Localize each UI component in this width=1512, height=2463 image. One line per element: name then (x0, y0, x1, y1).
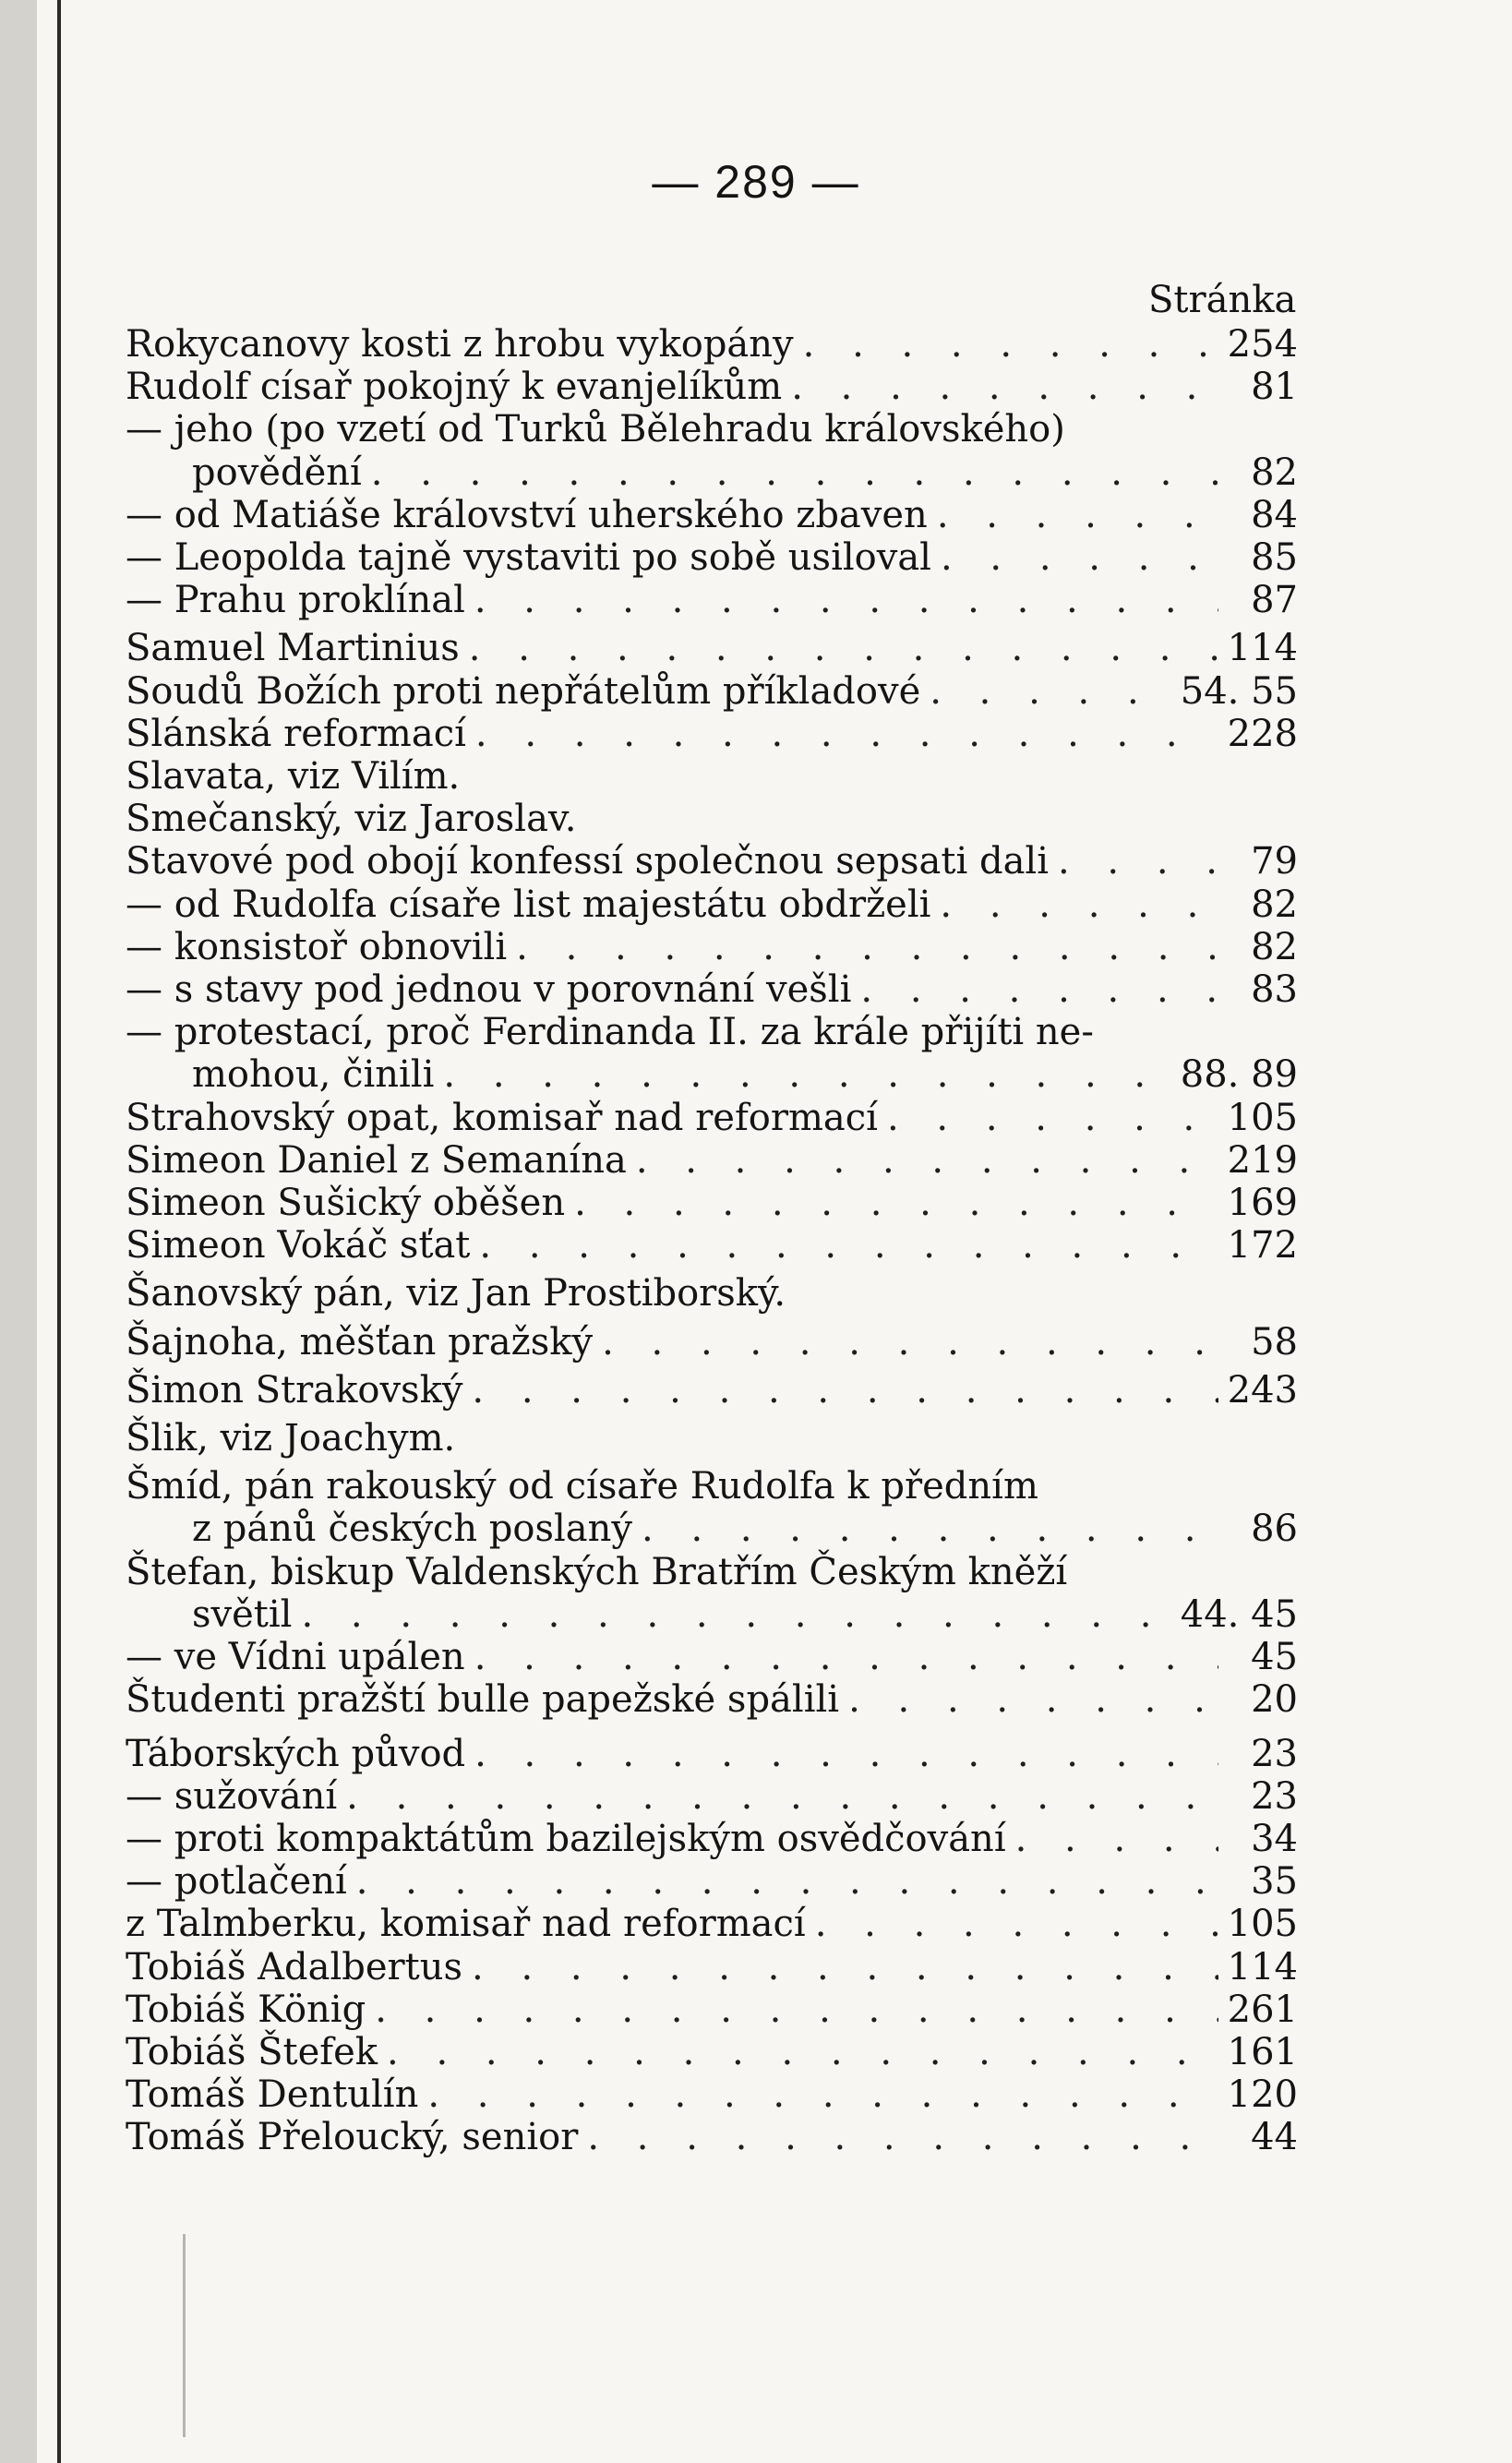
entry-page-ref: 86 (1251, 1508, 1298, 1551)
index-entry (126, 1988, 1298, 2031)
entry-page-ref: 261 (1227, 1988, 1298, 2031)
entry-text: světil (192, 1592, 293, 1636)
entry-text: Smečanský, viz Jaroslav. (126, 798, 577, 841)
dot-leader (851, 968, 1218, 1011)
index-entry-line (126, 1903, 1298, 1945)
index-entry (126, 1465, 1298, 1550)
index-entry (126, 2116, 1298, 2158)
index-entry (126, 840, 1298, 883)
entry-text: — od Rudolfa císaře list majestátu obdrželi (126, 883, 931, 926)
dot-leader (794, 323, 1218, 366)
dot-leader (1049, 840, 1218, 883)
entry-page-ref: 172 (1227, 1224, 1298, 1268)
index-entry-line (126, 1097, 1298, 1139)
entry-page-ref: 254 (1227, 323, 1298, 366)
entry-text: z pánů českých poslaný (192, 1508, 633, 1551)
index-entry (126, 713, 1298, 755)
index-entry-line (126, 1272, 1298, 1315)
entry-text: Šajnoha, měšťan pražský (126, 1320, 594, 1364)
dot-leader (460, 627, 1218, 669)
index-entry-line (126, 408, 1298, 451)
index-entry (126, 1818, 1298, 1860)
index-entry (126, 670, 1298, 713)
index-entry-line (126, 1011, 1298, 1053)
entry-page-ref: 44 (1251, 2116, 1298, 2159)
index-entry (126, 1551, 1298, 1636)
index-entry-line (126, 840, 1298, 883)
dot-leader (378, 2031, 1218, 2073)
dot-leader (362, 451, 1218, 494)
entry-page-ref: 34 (1251, 1817, 1298, 1860)
entry-page-ref: 82 (1251, 883, 1298, 926)
entry-text: — ve Vídni upálen (126, 1636, 465, 1679)
entry-page-ref: 82 (1251, 451, 1298, 494)
entry-page-ref: 120 (1227, 2073, 1298, 2117)
index-entry (126, 1321, 1298, 1364)
index-entry (126, 1678, 1298, 1721)
index-entry (126, 1182, 1298, 1224)
entry-page-ref: 88. 89 (1180, 1053, 1298, 1097)
entry-text: Tobiáš König (126, 1988, 366, 2031)
entry-text: Stavové pod obojí konfessí společnou sepsati dali (126, 840, 1049, 883)
entry-text: Samuel Martinius (126, 627, 460, 670)
entry-page-ref: 105 (1227, 1096, 1298, 1139)
entry-text: — proti kompaktátům bazilejským osvědčování (126, 1817, 1006, 1860)
entry-text: — od Matiáše království uherského zbaven (126, 493, 928, 536)
dot-leader (920, 670, 1175, 713)
index-entry (126, 1903, 1298, 1945)
dot-leader (806, 1903, 1218, 1945)
dot-leader (782, 366, 1218, 408)
dot-leader (1006, 1818, 1218, 1860)
dot-leader (465, 579, 1218, 621)
entry-text: Šimon Strakovský (126, 1368, 463, 1412)
entry-page-ref: 84 (1251, 493, 1298, 536)
dot-leader (465, 1636, 1218, 1678)
dot-leader (462, 1946, 1218, 1988)
index-entry (126, 536, 1298, 579)
index-entry-line (126, 1775, 1298, 1818)
index-entry (126, 1224, 1298, 1267)
entry-text: Strahovský opat, komisař nad reformací (126, 1096, 878, 1139)
dot-leader (470, 1224, 1218, 1267)
dot-leader (465, 1733, 1218, 1775)
entry-text: — Leopolda tajně vystaviti po sobě usiloval (126, 536, 931, 580)
index-entry (126, 968, 1298, 1011)
index-entry-line (126, 713, 1298, 755)
entry-text: — potlačení (126, 1860, 347, 1904)
entry-page-ref: 23 (1251, 1732, 1298, 1775)
entry-text: Šanovský pán, viz Jan Prostiborský. (126, 1272, 786, 1316)
entry-text: Slánská reformací (126, 712, 466, 755)
entry-page-ref: 44. 45 (1180, 1592, 1298, 1636)
entry-page-ref: 23 (1251, 1774, 1298, 1818)
index-entry (126, 1417, 1298, 1460)
entry-text: — s stavy pod jednou v porovnání vešli (126, 968, 852, 1012)
entry-text: Tomáš Přeloucký, senior (126, 2116, 579, 2159)
page-edge-line (57, 0, 61, 2463)
dot-leader (878, 1097, 1218, 1139)
margin-mark (183, 2234, 186, 2437)
entry-page-ref: 54. 55 (1180, 669, 1298, 713)
entry-text: mohou, činili (192, 1053, 435, 1097)
entry-text: Slavata, viz Vilím. (126, 755, 461, 799)
index-entry (126, 1775, 1298, 1818)
entry-text: Táborských původ (126, 1732, 466, 1775)
index-entry-line (126, 1139, 1298, 1182)
index-entry-line (126, 1182, 1298, 1224)
entry-text: Štefan, biskup Valdenských Bratřím Českým kněží (126, 1550, 1068, 1593)
entry-text: Študenti pražští bulle papežské spálili (126, 1678, 840, 1722)
entry-page-ref: 169 (1227, 1182, 1298, 1225)
entry-page-ref: 81 (1251, 366, 1298, 409)
index-entry-line (126, 670, 1298, 713)
dot-leader (578, 2116, 1218, 2158)
index-entry-line (126, 2116, 1298, 2158)
entry-page-ref: 83 (1251, 968, 1298, 1012)
index-entry (126, 323, 1298, 366)
index-entry-line (126, 451, 1298, 494)
dot-leader (565, 1182, 1218, 1224)
entry-page-ref: 35 (1251, 1860, 1298, 1904)
dot-leader (418, 2073, 1218, 2116)
dot-leader (931, 536, 1218, 579)
index-entry-line (126, 1551, 1298, 1593)
index-entry-line (126, 1417, 1298, 1460)
index-entry-line (126, 1508, 1298, 1550)
entry-page-ref: 82 (1251, 925, 1298, 968)
dot-leader (507, 926, 1218, 968)
index-entry-line (126, 1321, 1298, 1364)
index-entry-line (126, 1636, 1298, 1678)
entry-text: Šlik, viz Joachym. (126, 1417, 456, 1460)
index-entry-line (126, 968, 1298, 1011)
index-entry (126, 1860, 1298, 1903)
entry-page-ref: 114 (1227, 1945, 1298, 1988)
index-entry-line (126, 926, 1298, 968)
index-entry-line (126, 2073, 1298, 2116)
index-entry-line (126, 1733, 1298, 1775)
dot-leader (434, 1053, 1174, 1096)
index-entry-line (126, 1465, 1298, 1508)
entry-text: povědění (192, 451, 362, 494)
entry-text: — Prahu proklínal (126, 579, 465, 622)
index-entry-line (126, 1818, 1298, 1860)
entry-text: Tobiáš Adalbertus (126, 1945, 463, 1988)
dot-leader (366, 1988, 1218, 2031)
dot-leader (593, 1321, 1218, 1364)
index-entry-line (126, 1593, 1298, 1636)
page-column-header: Stránka (1148, 279, 1297, 321)
index-entry (126, 579, 1298, 621)
index-entry-line (126, 1369, 1298, 1412)
entry-text: — konsistoř obnovili (126, 925, 508, 968)
index-entry (126, 1636, 1298, 1678)
index-entry (126, 1011, 1298, 1096)
entry-page-ref: 228 (1227, 712, 1298, 755)
index-entry (126, 366, 1298, 408)
page-number: — 289 — (652, 156, 860, 208)
entry-text: Simeon Sušický oběšen (126, 1182, 566, 1225)
entry-text: Simeon Daniel z Semanína (126, 1138, 627, 1182)
index-entry (126, 755, 1298, 798)
entry-text: Soudů Božích proti nepřátelům příkladové (126, 669, 921, 713)
entry-text: Simeon Vokáč sťat (126, 1224, 471, 1268)
index-entry (126, 926, 1298, 968)
index-entry-line (126, 536, 1298, 579)
index-entry (126, 2073, 1298, 2116)
entry-text: Šmíd, pán rakouský od císaře Rudolfa k předním (126, 1465, 1038, 1508)
entry-text: — sužování (126, 1774, 338, 1818)
dot-leader (462, 1369, 1218, 1412)
index-entry (126, 627, 1298, 669)
index-entry-line (126, 323, 1298, 366)
entry-page-ref: 243 (1227, 1368, 1298, 1412)
entry-page-ref: 87 (1251, 579, 1298, 622)
entry-text: Rudolf císař pokojný k evanjelíkům (126, 366, 783, 409)
index-entry-line (126, 494, 1298, 536)
entry-text: Tomáš Dentulín (126, 2073, 419, 2117)
index-entry (126, 1139, 1298, 1182)
entry-page-ref: 58 (1251, 1320, 1298, 1364)
entry-page-ref: 45 (1251, 1636, 1298, 1679)
index-entry-line (126, 1053, 1298, 1096)
index-entry (126, 408, 1298, 493)
dot-leader (930, 883, 1218, 926)
dot-leader (928, 494, 1218, 536)
index-entry-list (126, 323, 1298, 2159)
index-entry-line (126, 2031, 1298, 2073)
entry-page-ref: 85 (1251, 536, 1298, 580)
dot-leader (466, 713, 1218, 755)
index-entry (126, 798, 1298, 840)
entry-text: Rokycanovy kosti z hrobu vykopány (126, 323, 794, 366)
index-entry (126, 1097, 1298, 1139)
dot-leader (347, 1860, 1218, 1903)
index-entry (126, 1946, 1298, 1988)
index-entry-line (126, 1678, 1298, 1721)
entry-text: z Talmberku, komisař nad reformací (126, 1903, 806, 1946)
entry-text: — protestací, proč Ferdinanda II. za krále přijíti ne- (126, 1011, 1094, 1054)
dot-leader (839, 1678, 1218, 1721)
entry-page-ref: 79 (1251, 840, 1298, 883)
index-entry-line (126, 627, 1298, 669)
index-entry-line (126, 366, 1298, 408)
dot-leader (632, 1508, 1218, 1550)
index-entry-line (126, 1224, 1298, 1267)
index-entry-line (126, 798, 1298, 840)
index-entry-line (126, 579, 1298, 621)
entry-page-ref: 114 (1227, 627, 1298, 670)
index-entry-line (126, 1860, 1298, 1903)
index-entry-line (126, 1946, 1298, 1988)
entry-text: — jeho (po vzetí od Turků Bělehradu královského) (126, 408, 1065, 451)
index-entry-line (126, 1988, 1298, 2031)
dot-leader (337, 1775, 1218, 1818)
entry-page-ref: 105 (1227, 1903, 1298, 1946)
index-entry (126, 2031, 1298, 2073)
index-entry (126, 883, 1298, 926)
index-entry-line (126, 883, 1298, 926)
index-entry (126, 1272, 1298, 1315)
index-entry (126, 494, 1298, 536)
entry-page-ref: 219 (1227, 1138, 1298, 1182)
index-entry (126, 1733, 1298, 1775)
index-entry (126, 1369, 1298, 1412)
dot-leader (627, 1139, 1218, 1182)
dot-leader (292, 1593, 1174, 1636)
entry-page-ref: 20 (1251, 1678, 1298, 1722)
index-entry-line (126, 755, 1298, 798)
entry-page-ref: 161 (1227, 2030, 1298, 2073)
entry-text: Tobiáš Štefek (126, 2030, 378, 2073)
